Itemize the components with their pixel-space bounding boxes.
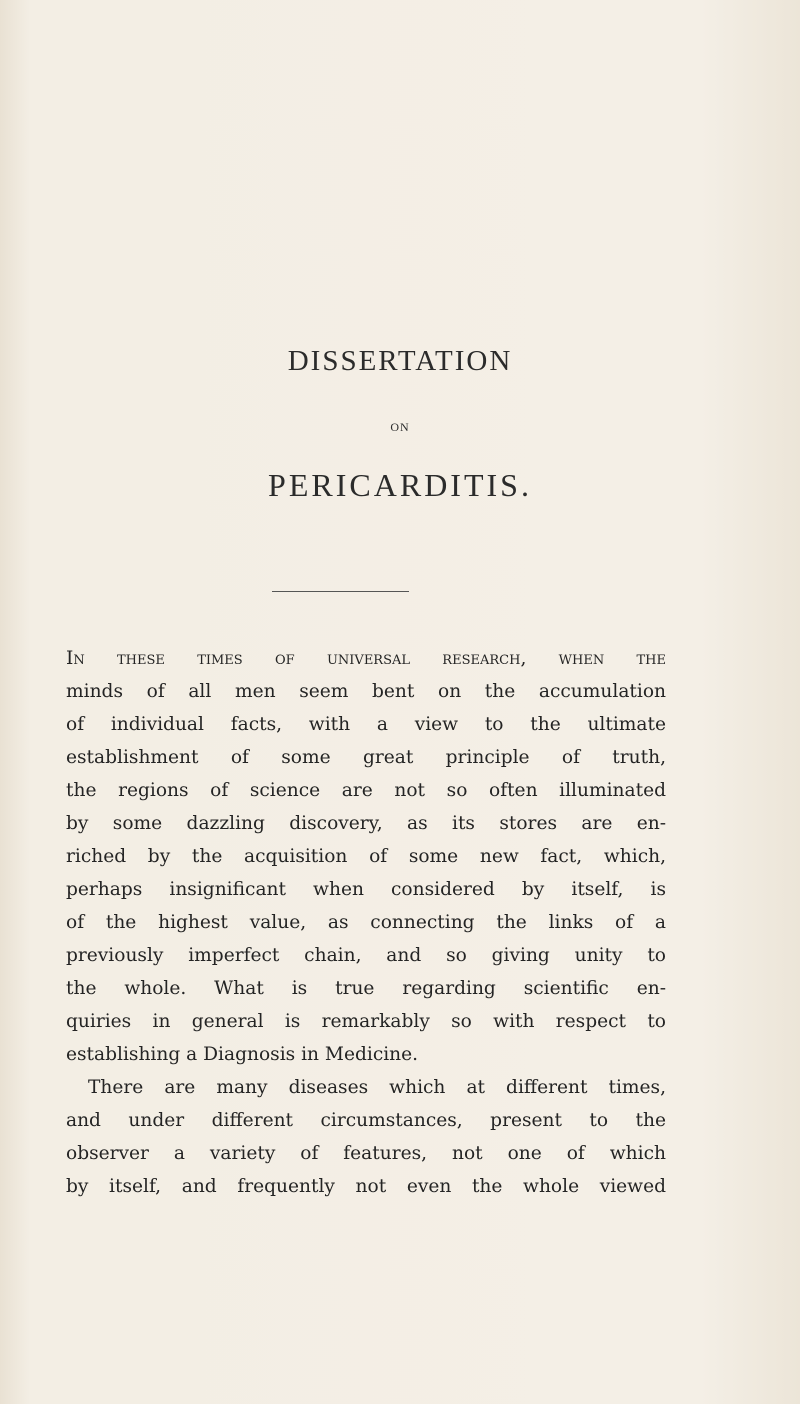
text-line: There are many diseases which at different times,	[88, 1077, 666, 1098]
text-line: riched by the acquisition of some new fact, which,	[66, 846, 666, 867]
subject-title: PERICARDITIS.	[268, 467, 532, 503]
text-line: the regions of science are not so often illuminated	[66, 780, 666, 801]
text-line: previously imperfect chain, and so giving unity to	[66, 945, 666, 966]
title-rule	[272, 591, 409, 592]
text-line: In these times of universal research, when the	[66, 648, 666, 669]
text-line: of the highest value, as connecting the links of a	[66, 912, 666, 933]
text-line: by itself, and frequently not even the whole viewed	[66, 1176, 666, 1197]
text-line: the whole. What is true regarding scientific en-	[66, 978, 666, 999]
text-line: and under different circumstances, present to the	[66, 1110, 666, 1131]
text-line: perhaps insignificant when considered by itself, is	[66, 879, 666, 900]
text-line: establishment of some great principle of truth,	[66, 747, 666, 768]
text-line: of individual facts, with a view to the ultimate	[66, 714, 666, 735]
text-line: by some dazzling discovery, as its stores are en-	[66, 813, 666, 834]
text-line: establishing a Diagnosis in Medicine.	[66, 1044, 419, 1065]
text-line: minds of all men seem bent on the accumulation	[66, 681, 666, 702]
dissertation-title: DISSERTATION	[287, 345, 513, 377]
title-connector: ON	[390, 420, 410, 434]
text-line: observer a variety of features, not one of which	[66, 1143, 666, 1164]
text-line: quiries in general is remarkably so with respect to	[66, 1011, 666, 1032]
body-text	[66, 642, 666, 1203]
